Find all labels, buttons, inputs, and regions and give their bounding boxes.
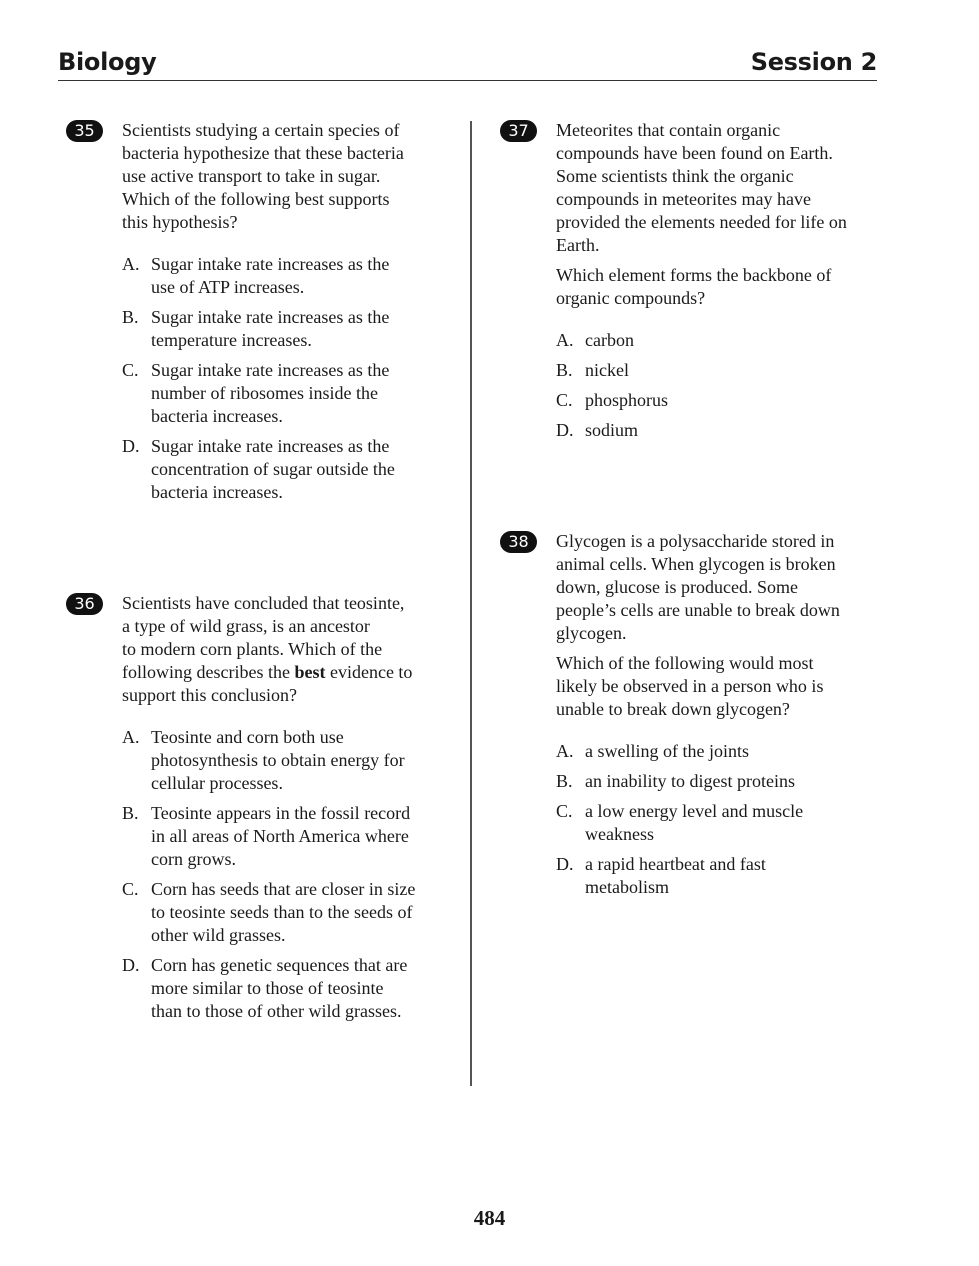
- answer-option-b[interactable]: [122, 306, 452, 352]
- stem-line: following describes the: [122, 662, 295, 682]
- option-text: a rapid heartbeat and fast: [585, 854, 766, 874]
- question-stem: [122, 592, 462, 707]
- emphasis-best: best: [294, 662, 326, 682]
- answer-option-b[interactable]: [556, 359, 896, 382]
- option-text: Sugar intake rate increases as the: [151, 360, 390, 380]
- stem-line: people’s cells are unable to break down: [556, 600, 840, 620]
- answer-options: [122, 253, 452, 504]
- question-number-badge: 36: [66, 593, 103, 615]
- option-text: Corn has seeds that are closer in size: [151, 879, 416, 899]
- answer-option-c[interactable]: [556, 800, 896, 846]
- question-36: [74, 592, 462, 1030]
- stem-line: to modern corn plants. Which of the: [122, 639, 383, 659]
- option-letter: C.: [122, 360, 139, 380]
- stem-line: down, glucose is produced. Some: [556, 577, 798, 597]
- stem-line: Earth.: [556, 235, 600, 255]
- stem-line: this hypothesis?: [122, 212, 238, 232]
- option-letter: D.: [556, 854, 574, 874]
- option-text: Corn has genetic sequences that are: [151, 955, 408, 975]
- option-text: nickel: [585, 360, 629, 380]
- column-divider: [470, 121, 472, 1086]
- option-text: a swelling of the joints: [585, 741, 749, 761]
- answer-option-d[interactable]: [556, 419, 896, 442]
- subject-title: Biology: [58, 48, 157, 76]
- option-letter: A.: [122, 254, 140, 274]
- option-text: a low energy level and muscle: [585, 801, 804, 821]
- stem-line: animal cells. When glycogen is broken: [556, 554, 836, 574]
- answer-options: [122, 726, 462, 1023]
- stem-line: Which element forms the backbone of: [556, 265, 832, 285]
- answer-option-b[interactable]: [122, 802, 462, 871]
- stem-line: bacteria hypothesize that these bacteria: [122, 143, 404, 163]
- stem-line: Some scientists think the organic: [556, 166, 794, 186]
- option-text: bacteria increases.: [151, 406, 283, 426]
- answer-options: [556, 740, 896, 899]
- answer-option-c[interactable]: [556, 389, 896, 412]
- question-stem: [556, 530, 896, 721]
- stem-line: support this conclusion?: [122, 685, 297, 705]
- question-stem: [122, 119, 452, 234]
- stem-line: glycogen.: [556, 623, 627, 643]
- option-text: to teosinte seeds than to the seeds of: [151, 902, 413, 922]
- stem-line: Which of the following best supports: [122, 189, 390, 209]
- option-text: phosphorus: [585, 390, 669, 410]
- question-number-badge: 38: [500, 531, 537, 553]
- answer-option-d[interactable]: [122, 435, 452, 504]
- option-text: an inability to digest proteins: [585, 771, 795, 791]
- answer-option-a[interactable]: [556, 740, 896, 763]
- option-letter: D.: [556, 420, 574, 440]
- option-letter: B.: [556, 771, 573, 791]
- option-letter: A.: [556, 741, 574, 761]
- option-text: than to those of other wild grasses.: [151, 1001, 402, 1021]
- stem-line: a type of wild grass, is an ancestor: [122, 616, 370, 636]
- option-text: Teosinte and corn both use: [151, 727, 344, 747]
- option-text: use of ATP increases.: [151, 277, 305, 297]
- question-stem: [556, 119, 896, 310]
- session-label: Session 2: [750, 48, 877, 76]
- answer-option-c[interactable]: [122, 359, 452, 428]
- answer-option-a[interactable]: [122, 726, 462, 795]
- option-text: cellular processes.: [151, 773, 283, 793]
- stem-line: Scientists have concluded that teosinte,: [122, 593, 405, 613]
- stem-line: provided the elements needed for life on: [556, 212, 847, 232]
- option-text: more similar to those of teosinte: [151, 978, 384, 998]
- option-text: Sugar intake rate increases as the: [151, 436, 390, 456]
- stem-line: compounds have been found on Earth.: [556, 143, 833, 163]
- option-text: other wild grasses.: [151, 925, 286, 945]
- option-text: Sugar intake rate increases as the: [151, 254, 390, 274]
- answer-options: [556, 329, 896, 442]
- option-letter: B.: [122, 803, 139, 823]
- option-letter: D.: [122, 436, 140, 456]
- answer-option-d[interactable]: [122, 954, 462, 1023]
- option-text: bacteria increases.: [151, 482, 283, 502]
- question-35: [74, 119, 452, 511]
- answer-option-b[interactable]: [556, 770, 896, 793]
- option-letter: A.: [556, 330, 574, 350]
- stem-line: use active transport to take in sugar.: [122, 166, 381, 186]
- option-text: concentration of sugar outside the: [151, 459, 395, 479]
- option-text: temperature increases.: [151, 330, 312, 350]
- option-text: Sugar intake rate increases as the: [151, 307, 390, 327]
- question-number-badge: 37: [500, 120, 537, 142]
- stem-line: organic compounds?: [556, 288, 706, 308]
- question-37: [508, 119, 896, 449]
- option-text: weakness: [585, 824, 654, 844]
- answer-option-a[interactable]: [122, 253, 452, 299]
- option-letter: C.: [556, 801, 573, 821]
- stem-line: Which of the following would most: [556, 653, 814, 673]
- stem-line: compounds in meteorites may have: [556, 189, 811, 209]
- page-header: [58, 46, 877, 81]
- stem-line: Glycogen is a polysaccharide stored in: [556, 531, 835, 551]
- answer-option-d[interactable]: [556, 853, 896, 899]
- answer-option-c[interactable]: [122, 878, 462, 947]
- answer-option-a[interactable]: [556, 329, 896, 352]
- option-letter: B.: [556, 360, 573, 380]
- option-text: photosynthesis to obtain energy for: [151, 750, 405, 770]
- option-text: metabolism: [585, 877, 669, 897]
- stem-line: unable to break down glycogen?: [556, 699, 790, 719]
- option-text: corn grows.: [151, 849, 236, 869]
- option-text: in all areas of North America where: [151, 826, 409, 846]
- stem-line: evidence to: [325, 662, 413, 682]
- option-letter: C.: [556, 390, 573, 410]
- stem-line: Scientists studying a certain species of: [122, 120, 400, 140]
- option-text: Teosinte appears in the fossil record: [151, 803, 411, 823]
- stem-line: likely be observed in a person who is: [556, 676, 824, 696]
- stem-line: Meteorites that contain organic: [556, 120, 781, 140]
- option-text: number of ribosomes inside the: [151, 383, 378, 403]
- option-letter: A.: [122, 727, 140, 747]
- option-text: carbon: [585, 330, 634, 350]
- option-letter: C.: [122, 879, 139, 899]
- option-text: sodium: [585, 420, 639, 440]
- option-letter: B.: [122, 307, 139, 327]
- question-number-badge: 35: [66, 120, 103, 142]
- option-letter: D.: [122, 955, 140, 975]
- question-38: [508, 530, 896, 906]
- page-number: 484: [473, 1206, 506, 1230]
